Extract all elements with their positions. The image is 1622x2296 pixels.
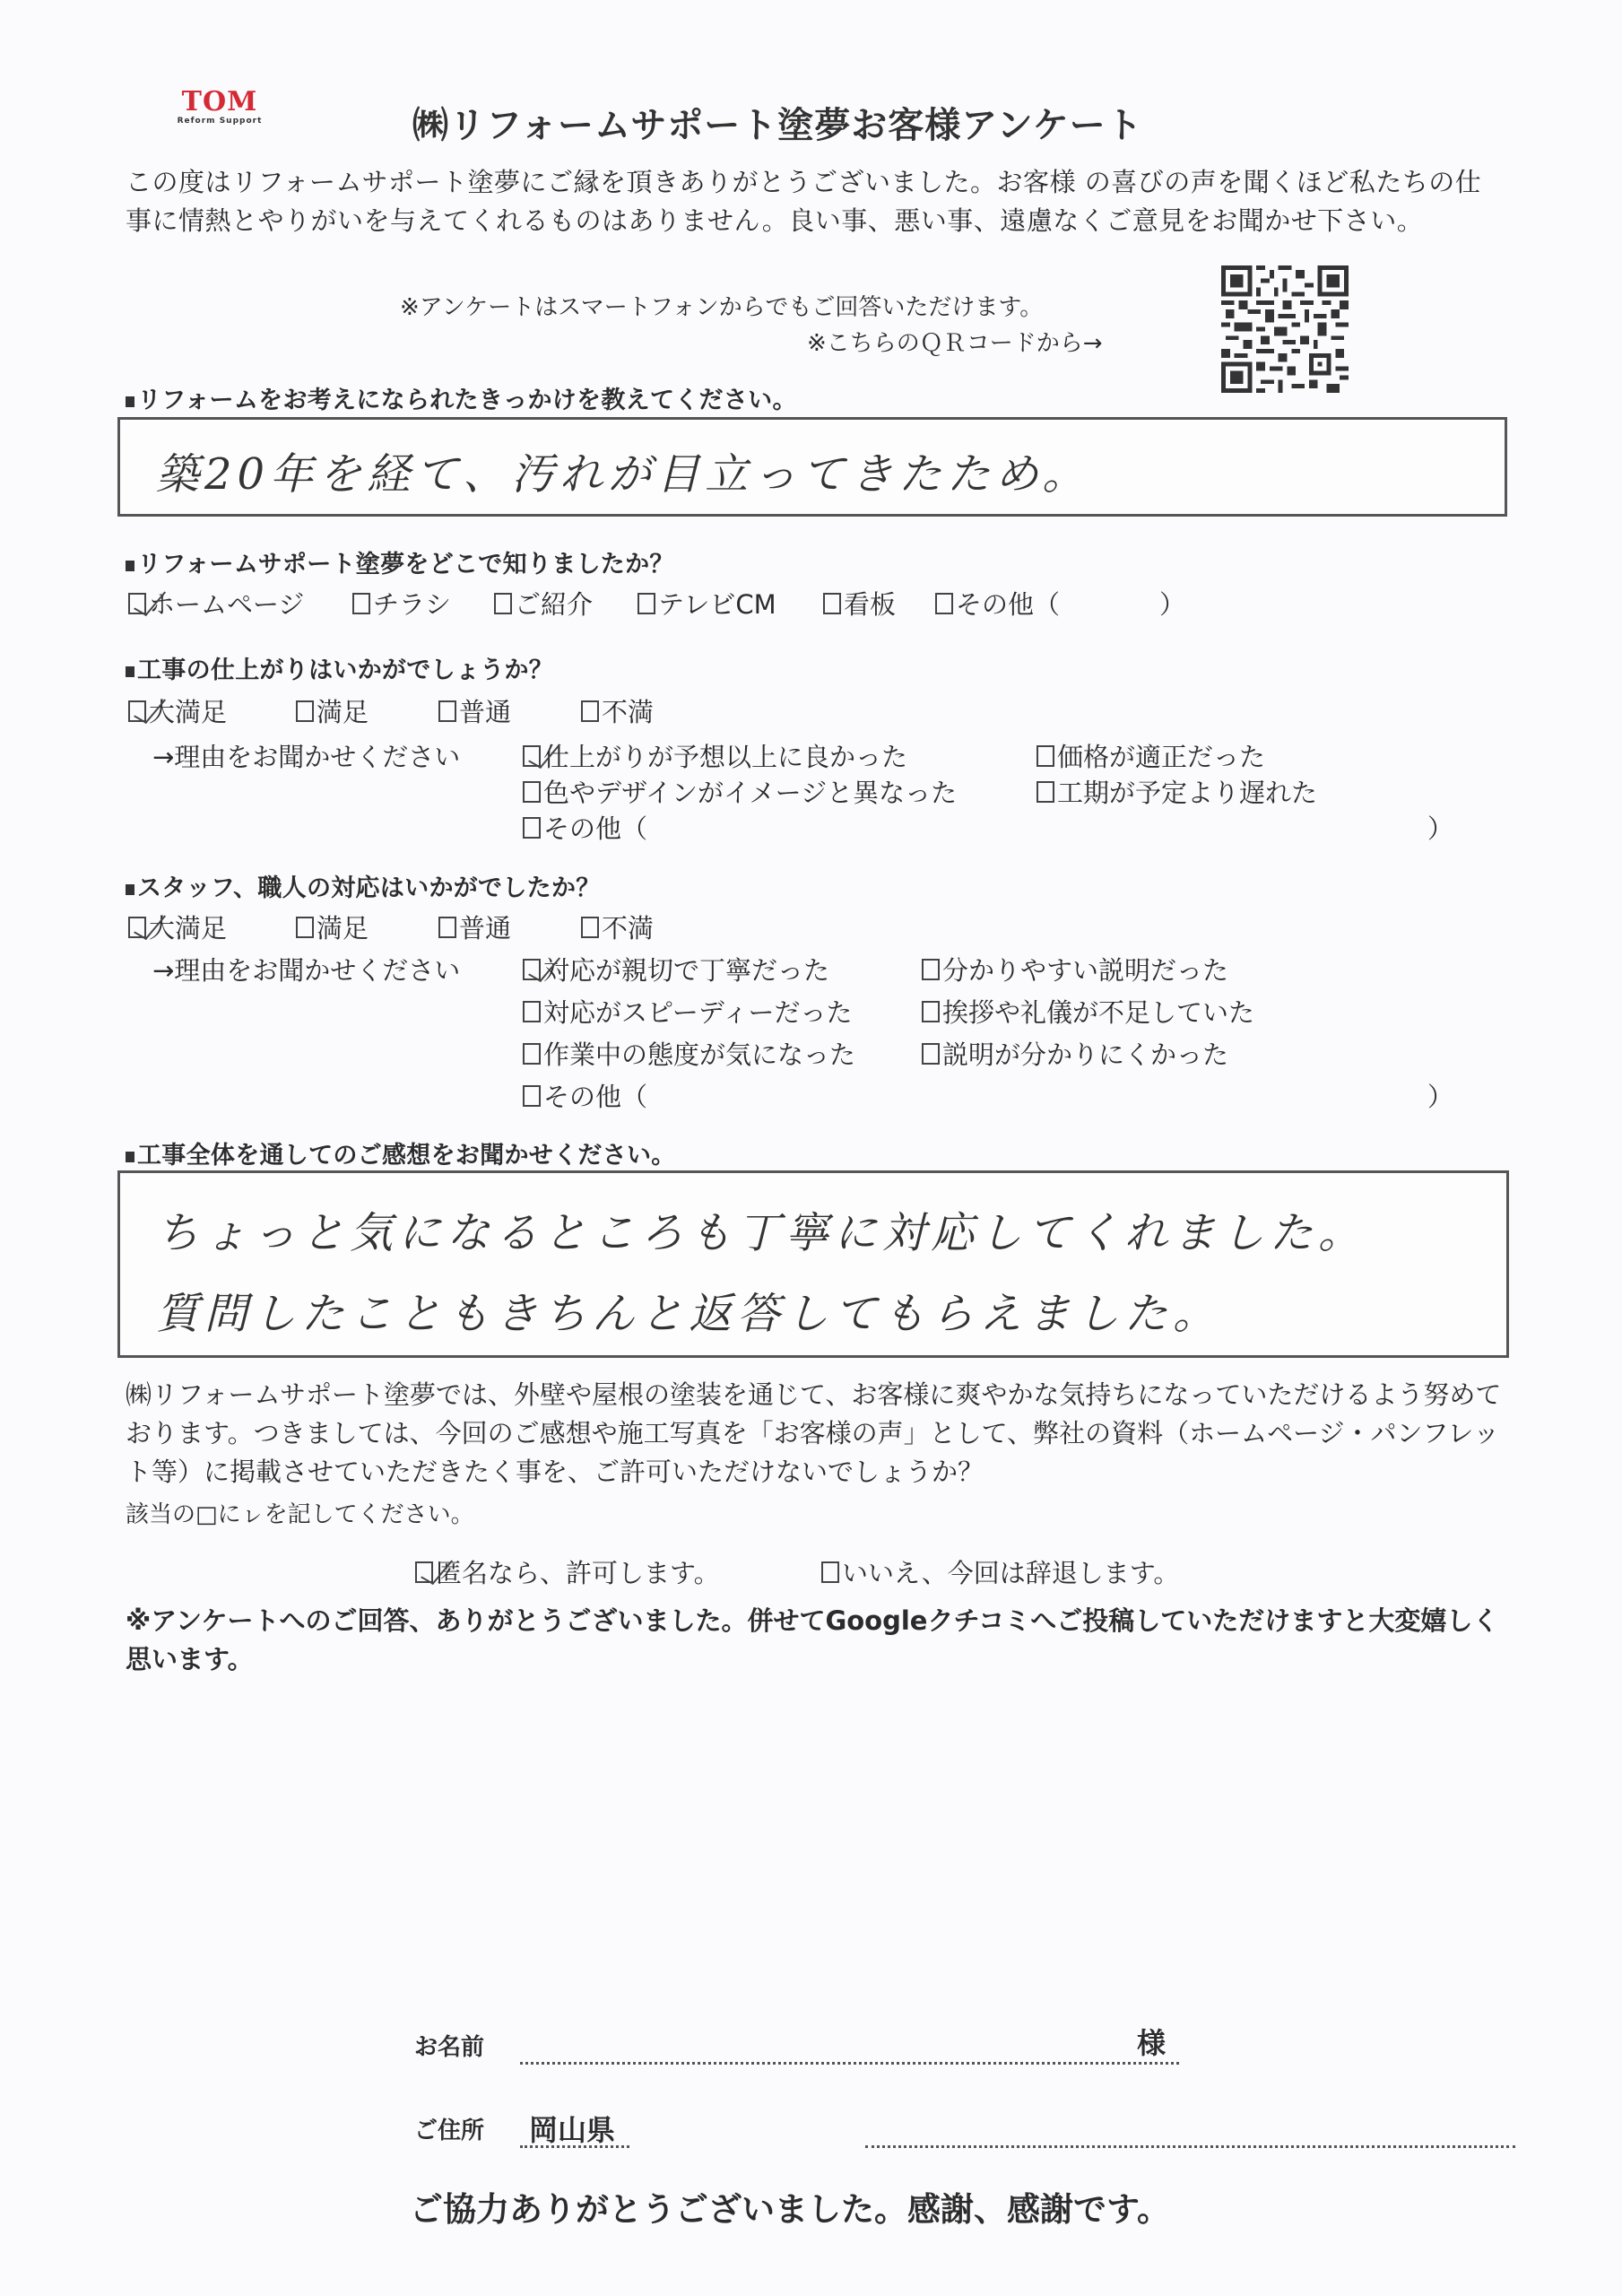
option-label: 色やデザインがイメージと異なった <box>543 778 958 808</box>
q3-reason-color-design[interactable] <box>523 773 957 810</box>
checkbox[interactable] <box>823 593 841 614</box>
permission-allow-anonymous[interactable] <box>415 1553 720 1590</box>
option-label: 匿名なら、許可します。 <box>436 1558 720 1588</box>
address-underline-right <box>865 2145 1515 2148</box>
checkbox[interactable] <box>523 1001 541 1022</box>
q4-other-close: ） <box>1427 1082 1454 1112</box>
checkbox[interactable] <box>638 593 655 614</box>
q4-rating-very-satisfied[interactable] <box>128 909 227 945</box>
name-label: お名前 <box>414 2034 485 2061</box>
q3-rating-normal[interactable] <box>438 692 511 729</box>
option-label: 工期が予定より遅れた <box>1057 778 1318 808</box>
option-label: 看板 <box>844 589 897 620</box>
checkbox[interactable] <box>1037 781 1054 803</box>
q2-option-homepage[interactable] <box>128 585 304 622</box>
q1-heading-text: リフォームをお考えになられたきっかけを教えてください。 <box>137 387 797 414</box>
checkbox[interactable] <box>523 781 541 803</box>
address-value[interactable]: 岡山県 <box>529 2113 616 2147</box>
bullet-square-icon <box>126 666 134 677</box>
q4-reason-other[interactable] <box>523 1077 647 1114</box>
address-underline-left <box>520 2145 629 2148</box>
q4-reason-attitude[interactable] <box>523 1035 855 1072</box>
q2-option-referral[interactable] <box>494 585 593 622</box>
q3-rating-dissatisfied[interactable] <box>581 692 654 729</box>
checkbox-checked[interactable] <box>128 917 146 938</box>
checkbox[interactable] <box>352 593 370 614</box>
q1-heading <box>126 380 797 415</box>
checkbox[interactable] <box>581 700 599 722</box>
q2-other-close: ） <box>1159 589 1186 620</box>
option-label: その他（ <box>956 589 1061 620</box>
checkbox[interactable] <box>438 700 456 722</box>
option-label: その他（ <box>543 813 648 844</box>
checkbox-checked[interactable] <box>128 593 146 614</box>
q3-other-close: ） <box>1427 813 1454 844</box>
checkbox-checked[interactable] <box>523 959 541 980</box>
address-label: ご住所 <box>414 2118 485 2144</box>
option-label: いいえ、今回は辞退します。 <box>842 1558 1180 1588</box>
q2-heading-text: リフォームサポート塗夢をどこで知りましたか？ <box>137 551 674 578</box>
checkbox[interactable] <box>523 1043 541 1065</box>
option-label: ご紹介 <box>515 589 594 620</box>
checkbox[interactable] <box>935 593 953 614</box>
logo-mark: TOM <box>181 86 258 117</box>
option-label: 普通 <box>459 697 512 727</box>
qr-code-icon[interactable] <box>1221 265 1349 393</box>
q4-reason-prompt: →理由をお聞かせください <box>152 955 461 986</box>
q5-answer-box[interactable] <box>117 1170 1509 1358</box>
option-label: 対応がスピーディーだった <box>543 997 853 1028</box>
option-label: 説明が分かりにくかった <box>942 1039 1229 1070</box>
checkbox[interactable] <box>296 700 314 722</box>
option-label: 仕上がりが予想以上に良かった <box>543 742 908 772</box>
q2-option-tvcm[interactable] <box>638 585 776 622</box>
company-logo <box>170 88 269 142</box>
checkbox[interactable] <box>523 817 541 839</box>
q5-handwritten-line-1: ちょっと気になるところも丁寧に対応してくれました。 <box>156 1208 1367 1258</box>
q1-answer-box[interactable] <box>117 417 1507 517</box>
q4-rating-dissatisfied[interactable] <box>581 909 654 945</box>
option-label: 大満足 <box>149 697 228 727</box>
q1-handwritten-answer: 築20年を経て、汚れが目立ってきたため。 <box>156 449 1091 500</box>
q3-reason-delay[interactable] <box>1037 773 1317 810</box>
checkbox[interactable] <box>296 917 314 938</box>
checkbox[interactable] <box>1037 745 1054 767</box>
bullet-square-icon <box>126 396 134 407</box>
q5-heading-text: 工事全体を通してのご感想をお聞かせください。 <box>137 1142 676 1170</box>
checkbox[interactable] <box>581 917 599 938</box>
closing-note: ※アンケートへのご回答、ありがとうございました。併せてGoogleクチコミへご投稿していただけますと大変嬉しく思います。 <box>126 1605 1499 1674</box>
checkbox[interactable] <box>494 593 512 614</box>
thanks-message: ご協力ありがとうございました。感謝、感謝です。 <box>410 2190 1171 2229</box>
smartphone-note: ※アンケートはスマートフォンからでもご回答いただけます。 <box>400 294 1044 321</box>
option-label: 対応が親切で丁寧だった <box>543 955 830 986</box>
q4-heading-text: スタッフ、職人の対応はいかがでしたか？ <box>137 874 601 902</box>
checkbox-checked[interactable] <box>128 700 146 722</box>
option-label: 大満足 <box>149 913 228 944</box>
q3-reason-price[interactable] <box>1037 737 1265 774</box>
permission-instruction: 該当の□にㇾを記してください。 <box>126 1501 474 1528</box>
bullet-square-icon <box>126 561 134 571</box>
bullet-square-icon <box>126 884 134 895</box>
option-label: 不満 <box>602 697 655 727</box>
q3-reason-quality[interactable] <box>523 737 907 774</box>
option-label: 満足 <box>317 913 369 944</box>
checkbox[interactable] <box>922 1043 940 1065</box>
q4-reason-clear-explanation[interactable] <box>922 951 1228 987</box>
option-label: その他（ <box>543 1082 648 1112</box>
q4-rating-normal[interactable] <box>438 909 511 945</box>
option-label: テレビCM <box>658 589 776 620</box>
option-label: 挨拶や礼儀が不足していた <box>942 997 1255 1028</box>
name-underline <box>520 2062 1179 2065</box>
option-label: 価格が適正だった <box>1057 742 1266 772</box>
q4-reason-speedy[interactable] <box>523 993 853 1030</box>
intro-text: この度はリフォームサポート塗夢にご縁を頂きありがとうございました。お客様 の喜びの声を聞くほど私たちの仕事に情熱とやりがいを与えてくれるものはありません。良い事、悪い事、遠慮なくご意見をお聞かせ下さい。 <box>126 167 1482 236</box>
name-suffix: 様 <box>1137 2026 1167 2060</box>
q2-option-flyer[interactable] <box>352 585 451 622</box>
q3-reason-prompt: →理由をお聞かせください <box>152 742 461 772</box>
q3-reason-other[interactable] <box>523 809 647 846</box>
option-label: 不満 <box>602 913 655 944</box>
checkbox[interactable] <box>922 959 940 980</box>
q4-reason-unclear-explanation[interactable] <box>922 1035 1228 1072</box>
checkbox-checked[interactable] <box>523 745 541 767</box>
option-label: ホームページ <box>149 589 305 620</box>
q4-heading <box>126 868 601 903</box>
checkbox[interactable] <box>438 917 456 938</box>
q5-handwritten-line-2: 質問したこともきちんと返答してもらえました。 <box>156 1289 1222 1339</box>
q3-rating-very-satisfied[interactable] <box>128 692 227 729</box>
q2-heading <box>126 544 674 579</box>
q4-reason-kind-polite[interactable] <box>523 951 829 987</box>
q2-option-other[interactable] <box>935 585 1060 622</box>
option-label: 分かりやすい説明だった <box>942 955 1229 986</box>
qr-note: ※こちらのＱＲコードから→ <box>807 330 1103 357</box>
q5-heading <box>126 1135 676 1170</box>
option-label: 作業中の態度が気になった <box>543 1039 856 1070</box>
logo-subtitle: Reform Support <box>177 117 263 126</box>
bullet-square-icon <box>126 1152 134 1162</box>
option-label: 普通 <box>459 913 512 944</box>
checkbox[interactable] <box>922 1001 940 1022</box>
permission-decline[interactable] <box>821 1553 1179 1590</box>
option-label: 満足 <box>317 697 369 727</box>
checkbox[interactable] <box>523 1085 541 1107</box>
q3-heading-text: 工事の仕上がりはいかがでしょうか？ <box>137 657 554 684</box>
checkbox-checked[interactable] <box>415 1561 433 1583</box>
q4-reason-lacking-manners[interactable] <box>922 993 1254 1030</box>
q2-option-signboard[interactable] <box>823 585 896 622</box>
page-title: ㈱リフォームサポート塗夢お客様アンケート <box>412 105 1143 146</box>
option-label: チラシ <box>373 589 452 620</box>
checkbox[interactable] <box>821 1561 839 1583</box>
q3-heading <box>126 650 553 685</box>
q3-rating-satisfied[interactable] <box>296 692 369 729</box>
permission-text: ㈱リフォームサポート塗夢では、外壁や屋根の塗装を通じて、お客様に爽やかな気持ちになっていただけるよう努めております。つきましては、今回のご感想や施工写真を「お客様の声」として、弊社の資料（ホームページ・パンフレット等）に掲載させていただきたく事を、ご許可いただけないでしょうか？ <box>126 1379 1502 1487</box>
q4-rating-satisfied[interactable] <box>296 909 369 945</box>
